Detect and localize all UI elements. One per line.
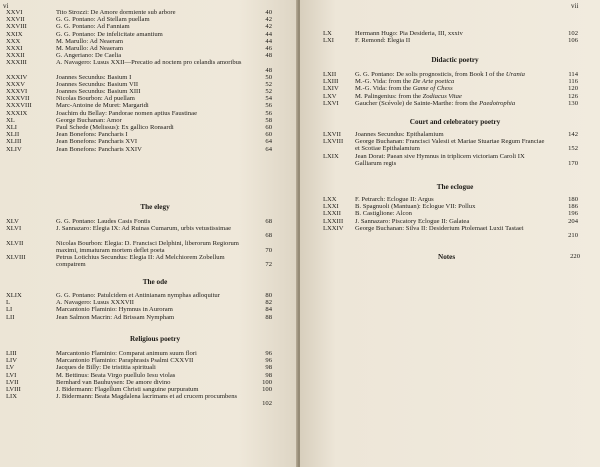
eclogue-list [300,196,600,239]
didactic-list [300,71,600,107]
entry-page-number: 84 [265,306,272,314]
entry-number: XXVII [6,16,25,24]
entry-title: Joannes Secundus: Epithalamium [355,131,444,138]
entry-number: XLIX [6,292,22,299]
entry-number: XXXIV [6,73,28,81]
entry-page-number: 170 [568,159,578,167]
entry-title [355,100,550,107]
entry-title-plain: M. Palingenius: from the [355,92,423,100]
entry-title-plain: M.-G. Vida: from the [355,85,413,93]
left-love-poetry-list [0,9,298,153]
entry-page-number: 186 [568,203,578,211]
entry-title: Marcantonio Flaminio: Hymnus in Auroram [56,306,173,314]
heading-elegy: The elegy [140,203,170,211]
entry-number: XXXIII [6,59,27,67]
toc-entry [0,110,298,117]
entry-number: LV [6,364,15,372]
entry-number: XXXVIII [6,102,32,110]
entry-number: XLIV [6,145,22,153]
entry-number: XLVIII [6,253,26,261]
entry-title: G. G. Pontano: Ad Fanniam [56,23,130,31]
entry-page-number: 54 [265,95,272,103]
entry-page-number: 72 [265,261,272,269]
entry-number: LXVIII [323,138,344,146]
notes-label: Notes [438,253,456,261]
toc-entry [0,379,298,386]
heading-ode: The ode [142,278,168,286]
toc-entry [300,218,600,225]
entry-title: George Buchanan: Amor [56,116,122,124]
entry-number: XXXV [6,80,26,88]
entry-page-number: 120 [568,85,578,93]
entry-page-number: 96 [265,357,272,365]
toc-entry [300,100,600,107]
entry-page-number: 42 [265,16,272,24]
entry-title-italic: Game of Chess [412,85,453,93]
entry-title [355,85,550,92]
entry-page-number: 130 [568,99,578,107]
entry-title: Petrus Lotichius Secundus: Elegia II: Ad Melchiorem Zobellum compatrem [56,253,225,269]
entry-number: XLVII [6,239,24,247]
entry-page-number: 100 [262,378,272,386]
entry-page-number: 204 [568,217,578,225]
entry-page-number: 48 [265,52,272,60]
entry-number: XXVI [6,9,23,16]
entry-title: M. Marullo: Ad Neaeram [56,37,124,45]
entry-page-number: 68 [265,218,272,225]
entry-title: Jean Bonefons: Pancharis I [56,131,128,139]
entry-page-number: 44 [265,37,272,45]
entry-number: LXXIV [323,224,344,232]
toc-entry [300,30,600,37]
entry-number: LIV [6,357,17,365]
toc-entry [0,292,298,299]
entry-page-number: 48 [265,66,272,74]
entry-title: Jean Salmon Macrin: Ad Brissam Nympham [56,313,175,321]
toc-entry [0,38,298,45]
toc-entry [0,372,298,379]
entry-title: Bernhard van Bauhuysen: De amore divino [56,378,171,386]
entry-title: Marcantonio Flaminio: Paraphrasis Psalmi CXXVII [56,357,194,365]
entry-number: LXXIII [323,217,344,225]
entry-number: XXIX [6,30,23,38]
entry-title-italic: Zodiacus Vitae [422,92,462,100]
entry-title: Joannes Secundus: Basium XIII [56,88,141,96]
toc-entry [0,102,298,109]
toc-entry [300,210,600,217]
entry-page-number: 80 [265,292,272,299]
entry-page-number: 56 [265,102,272,110]
entry-page-number: 52 [265,80,272,88]
toc-entry [300,225,600,239]
entry-page-number: 70 [265,246,272,254]
toc-entry [0,23,298,30]
toc-entry [300,71,600,78]
toc-entry [300,203,600,210]
entry-page-number: 102 [262,400,272,408]
toc-entry [300,85,600,92]
toc-entry [0,95,298,102]
entry-number: LXV [323,92,337,100]
entry-page-number: 126 [568,92,578,100]
entry-page-number: 46 [265,44,272,52]
entry-number: XXXIX [6,109,28,117]
toc-entry [0,364,298,371]
entry-number: XXXII [6,52,25,60]
toc-entry [300,138,600,152]
entry-title [355,78,550,85]
entry-page-number: 40 [265,9,272,16]
toc-entry [0,350,298,357]
toc-entry [0,393,298,407]
entry-title: J. Sannazaro: Piscatory Eclogue II: Galatea [355,217,470,225]
entry-number: LIX [6,393,17,401]
right-page [300,0,600,467]
entry-title: Joachim du Bellay: Pandorae nomen aptius Faustinae [56,109,198,117]
entry-title: G. G. Pontano: Patulcidem et Antinianam nymphas adloquitur [56,292,220,299]
entry-page-number: 82 [265,299,272,307]
entry-page-number: 56 [265,109,272,117]
entry-title: Joannes Secundus: Basium VII [56,80,139,88]
entry-title: F. Petrarch: Eclogue II: Argus [355,196,434,203]
entry-page-number: 52 [265,88,272,96]
ode-list [0,292,298,321]
entry-number: XLVI [6,225,22,233]
entry-title: G. G. Pontano: Ad Stellam puellam [56,16,150,24]
toc-entry [0,9,298,16]
toc-entry [300,153,600,167]
notes-page: 220 [570,253,580,260]
entry-title: Nicolas Bourbon: Elegia: D. Francisci Delphini, liberorum Regiorum maximi, immaturam mortem deflet poeta [56,239,239,254]
entry-page-number: 100 [262,385,272,393]
entry-title: Jean Bonefons: Pancharis XXIV [56,145,142,153]
entry-page-number: 64 [265,145,272,153]
toc-entry [300,131,600,138]
entry-title-italic: Urania [505,71,525,78]
entry-page-number: 116 [568,78,578,86]
entry-number: LIII [6,350,17,357]
entry-title: B. Spagnuoli (Mantuan): Eclogue VII: Pollux [355,203,476,211]
elegy-list [0,218,298,268]
entry-number: LVII [6,378,19,386]
entry-title-italic: Paedotrophia [479,99,516,107]
entry-title: Nicolas Bourbon: Ad puellam [56,95,135,103]
right-opening-list [300,30,600,44]
entry-number: L [6,299,11,307]
heading-didactic: Didactic poetry [431,56,479,64]
entry-title: Joannes Secundus: Basium I [56,73,132,81]
entry-number: LXIX [323,152,339,160]
entry-title: Marc-Antoine de Muret: Margaridi [56,102,149,110]
toc-entry [0,357,298,364]
toc-entry [0,254,298,268]
heading-religious: Religious poetry [129,335,181,343]
entry-number: LXVII [323,131,341,138]
toc-entry [0,74,298,81]
religious-list [0,350,298,408]
toc-entry [0,314,298,321]
toc-entry [0,225,298,239]
entry-number: XLII [6,131,20,139]
entry-title: J. Bidermann: Beata Magdalena lacrimans et ad crucem procumbens [56,393,238,401]
entry-page-number: 152 [568,145,578,153]
entry-page-number: 106 [568,37,578,45]
entry-title [355,93,550,100]
heading-eclogue: The eclogue [436,183,474,191]
entry-number: LXVI [323,99,339,107]
entry-title: A. Navagero: Lusus XXII—Precatio ad noctem pro celandis amoribus [56,59,242,67]
entry-title: A. Navagero: Lusus XXXVII [56,299,135,307]
entry-title-plain: M.-G. Vida: from the [355,78,413,86]
entry-number: XXXI [6,44,23,52]
entry-number: LII [6,313,15,321]
heading-court: Court and celebratory poetry [409,118,501,126]
entry-page-number: 96 [265,350,272,357]
entry-title: Tito Strozzi: De Amore dormiente sub arbore [56,9,176,16]
toc-entry [0,45,298,52]
entry-title-plain: Gaucher (Scévole) de Sainte-Marthe: from the [355,99,480,107]
toc-entry [0,124,298,131]
toc-entry [0,131,298,138]
entry-number: LXIV [323,85,339,93]
entry-number: XLV [6,218,19,225]
toc-entry [0,138,298,145]
entry-title: M. Bettinus: Beata Virgo puellulo Iesu violas [56,371,176,379]
entry-page-number: 42 [265,23,272,31]
entry-number: LI [6,306,13,314]
entry-title: M. Marullo: Ad Neaeram [56,44,124,52]
entry-title: Jean Dorat: Paean sive Hymnus in triplicem victoriam Caroli IX Galliarum regis [355,152,525,167]
entry-page-number: 180 [568,196,578,203]
entry-page-number: 102 [568,30,578,37]
toc-entry [300,37,600,44]
entry-page-number: 114 [568,71,578,78]
toc-entry [0,117,298,124]
entry-title: Jacques de Billy: De tristitia spirituali [56,364,156,372]
toc-entry [300,78,600,85]
entry-number: XXXVII [6,95,30,103]
entry-page-number: 210 [568,231,578,239]
toc-entry [0,16,298,23]
toc-entry [0,386,298,393]
entry-page-number: 60 [265,131,272,139]
toc-entry [0,59,298,73]
entry-page-number: 68 [265,232,272,240]
entry-title: George Buchanan: Silva II: Desiderium Ptolemaei Luxii Tastaei [355,224,524,232]
entry-title: J. Sannazaro: Elegia IX: Ad Ruinas Cumarum, urbis vetustissimae [56,225,232,233]
entry-number: LXII [323,71,337,78]
entry-title: Jean Bonefons: Pancharis XVI [56,138,138,146]
entry-number: XLI [6,124,17,132]
entry-number: XL [6,116,15,124]
entry-number: XXX [6,37,21,45]
entry-page-number: 98 [265,371,272,379]
entry-page-number: 58 [265,116,272,124]
entry-number: XLIII [6,138,22,146]
toc-entry [0,218,298,225]
toc-entry [0,146,298,153]
entry-title: J. Bidermann: Flagellum Christi sanguine purpuratum [56,385,199,393]
folio-right: vii [571,2,579,10]
entry-number: XXXVI [6,88,28,96]
entry-title: F. Remond: Elegia II [355,37,411,45]
entry-title: G. G. Pontano: Laudes Casis Fontis [56,218,151,225]
entry-number: LXXI [323,203,339,211]
toc-entry [0,299,298,306]
entry-page-number: 142 [568,131,578,138]
entry-title: Marcantonio Flaminio: Comparat animum suum flori [56,350,197,357]
folio-left: vi [3,2,9,10]
entry-title: Hermann Hugo: Pia Desideria, III, xxxiv [355,30,463,37]
entry-page-number: 44 [265,30,272,38]
toc-entry [0,306,298,313]
entry-page-number: 50 [265,73,272,81]
entry-page-number: 60 [265,124,272,132]
entry-title-plain: G. G. Pontano: De solis prognosticis, from Book I of the [355,71,506,78]
toc-entry [0,52,298,59]
entry-number: LXI [323,37,334,45]
toc-entry [0,81,298,88]
entry-number: LXX [323,196,337,203]
toc-entry [0,31,298,38]
entry-title: B. Castiglione: Alcon [355,210,412,218]
entry-number: LX [323,30,332,37]
entry-number: LXXII [323,210,341,218]
entry-page-number: 98 [265,364,272,372]
toc-entry [300,93,600,100]
entry-title-italic: De Arte poetica [412,78,455,86]
entry-number: LXIII [323,78,339,86]
entry-page-number: 196 [568,210,578,218]
entry-title: G. G. Pontano: De infelicitate amantium [56,30,163,38]
entry-number: XXVIII [6,23,27,31]
entry-number: LVI [6,371,17,379]
entry-title: George Buchanan: Francisci Valesii et Mariae Stuartae Regum Franciae et Scotiae Epithalamium [355,138,545,153]
toc-entry [300,196,600,203]
court-list [300,131,600,167]
entry-title [355,71,550,78]
left-page [0,0,298,467]
entry-title: G. Angeriano: De Caelia [56,52,122,60]
entry-title: Paul Schede (Melissus): Ex gallico Ronsardi [56,124,174,132]
toc-entry [0,88,298,95]
entry-page-number: 88 [265,313,272,321]
toc-entry [0,240,298,254]
entry-number: LVIII [6,385,21,393]
entry-page-number: 64 [265,138,272,146]
